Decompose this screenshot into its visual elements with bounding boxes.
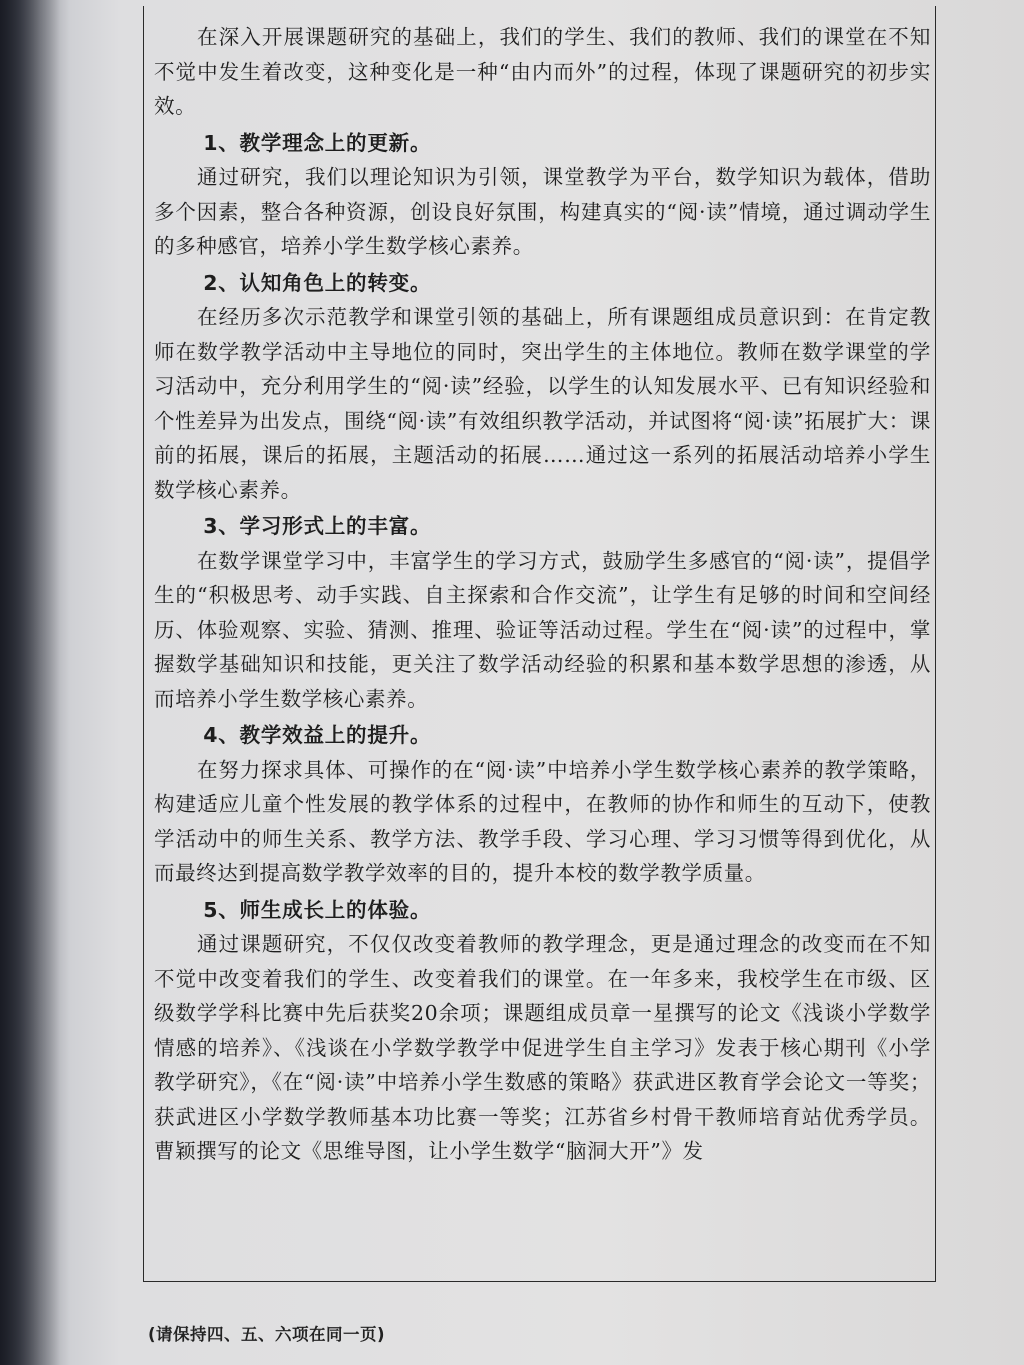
- section-4-body: 在努力探求具体、可操作的在“阅·读”中培养小学生数学核心素养的教学策略，构建适应儿童个性发展的教学体系的过程中，在教师的协作和师生的互动下，使教学活动中的师生关系、教学方法、教学手段、学习心理、学习习惯等得到优化，从而最终达到提高数学教学效率的目的，提升本校的数学教学质量。: [154, 757, 931, 885]
- section-4-heading: 4、教学效益上的提升。: [203, 723, 432, 747]
- section-1-body: 通过研究，我们以理论知识为引领，课堂教学为平台，数学知识为载体，借助多个因素，整合各种资源，创设良好氛围，构建真实的“阅·读”情境，通过调动学生的多种感官，培养小学生数学核心素养。: [154, 165, 931, 258]
- section-1-heading: 1、教学理念上的更新。: [203, 130, 432, 155]
- section-3-body: 在数学课堂学习中，丰富学生的学习方式，鼓励学生多感官的“阅·读”，提倡学生的“积极思考、动手实践、自主探索和合作交流”，让学生有足够的时间和空间经历、体验观察、实验、猜测、推理、验证等活动过程。学生在“阅·读”的过程中，掌握数学基础知识和技能，更关注了数学活动经验的积累和基本数学思想的渗透，从而培养小学生数学核心素养。: [154, 548, 931, 711]
- section-3-heading: 3、学习形式上的丰富。: [203, 514, 432, 538]
- section-5-body: 通过课题研究，不仅仅改变着教师的教学理念，更是通过理念的改变而在不知不觉中改变着我们的学生、改变着我们的课堂。在一年多来，我校学生在市级、区级数学学科比赛中先后获奖20余项；课题组成员章一星撰写的论文《浅谈小学数学情感的培养》、《浅谈在小学数学教学中促进学生自主学习》发表于核心期刊《小学教学研究》，《在“阅·读”中培养小学生数感的策略》获武进区教育学会论文一等奖；获武进区小学数学教师基本功比赛一等奖；江苏省乡村骨干教师培育站优秀学员。曹颖撰写的论文《思维导图，让小学生数学“脑洞大开”》发: [154, 932, 931, 1163]
- section-2-heading: 2、认知角色上的转变。: [203, 270, 432, 295]
- document-frame: [143, 6, 936, 1282]
- book-spine-shadow: [0, 0, 60, 1365]
- section-5-heading: 5、师生成长上的体验。: [203, 897, 432, 922]
- page-footer-note: (请保持四、五、六项在同一页): [148, 1325, 386, 1344]
- section-2-body: 在经历多次示范教学和课堂引领的基础上，所有课题组成员意识到：在肯定教师在数学教学活动中主导地位的同时，突出学生的主体地位。教师在数学课堂的学习活动中，充分利用学生的“阅·读”经验，以学生的认知发展水平、已有知识经验和个性差异为出发点，围绕“阅·读”有效组织教学活动，并试图将“阅·读”拓展扩大：课前的拓展，课后的拓展，主题活动的拓展……通过这一系列的拓展活动培养小学生数学核心素养。: [154, 305, 931, 502]
- intro-paragraph: 在深入开展课题研究的基础上，我们的学生、我们的教师、我们的课堂在不知不觉中发生着改变，这种变化是一种“由内而外”的过程，体现了课题研究的初步实效。: [154, 25, 931, 118]
